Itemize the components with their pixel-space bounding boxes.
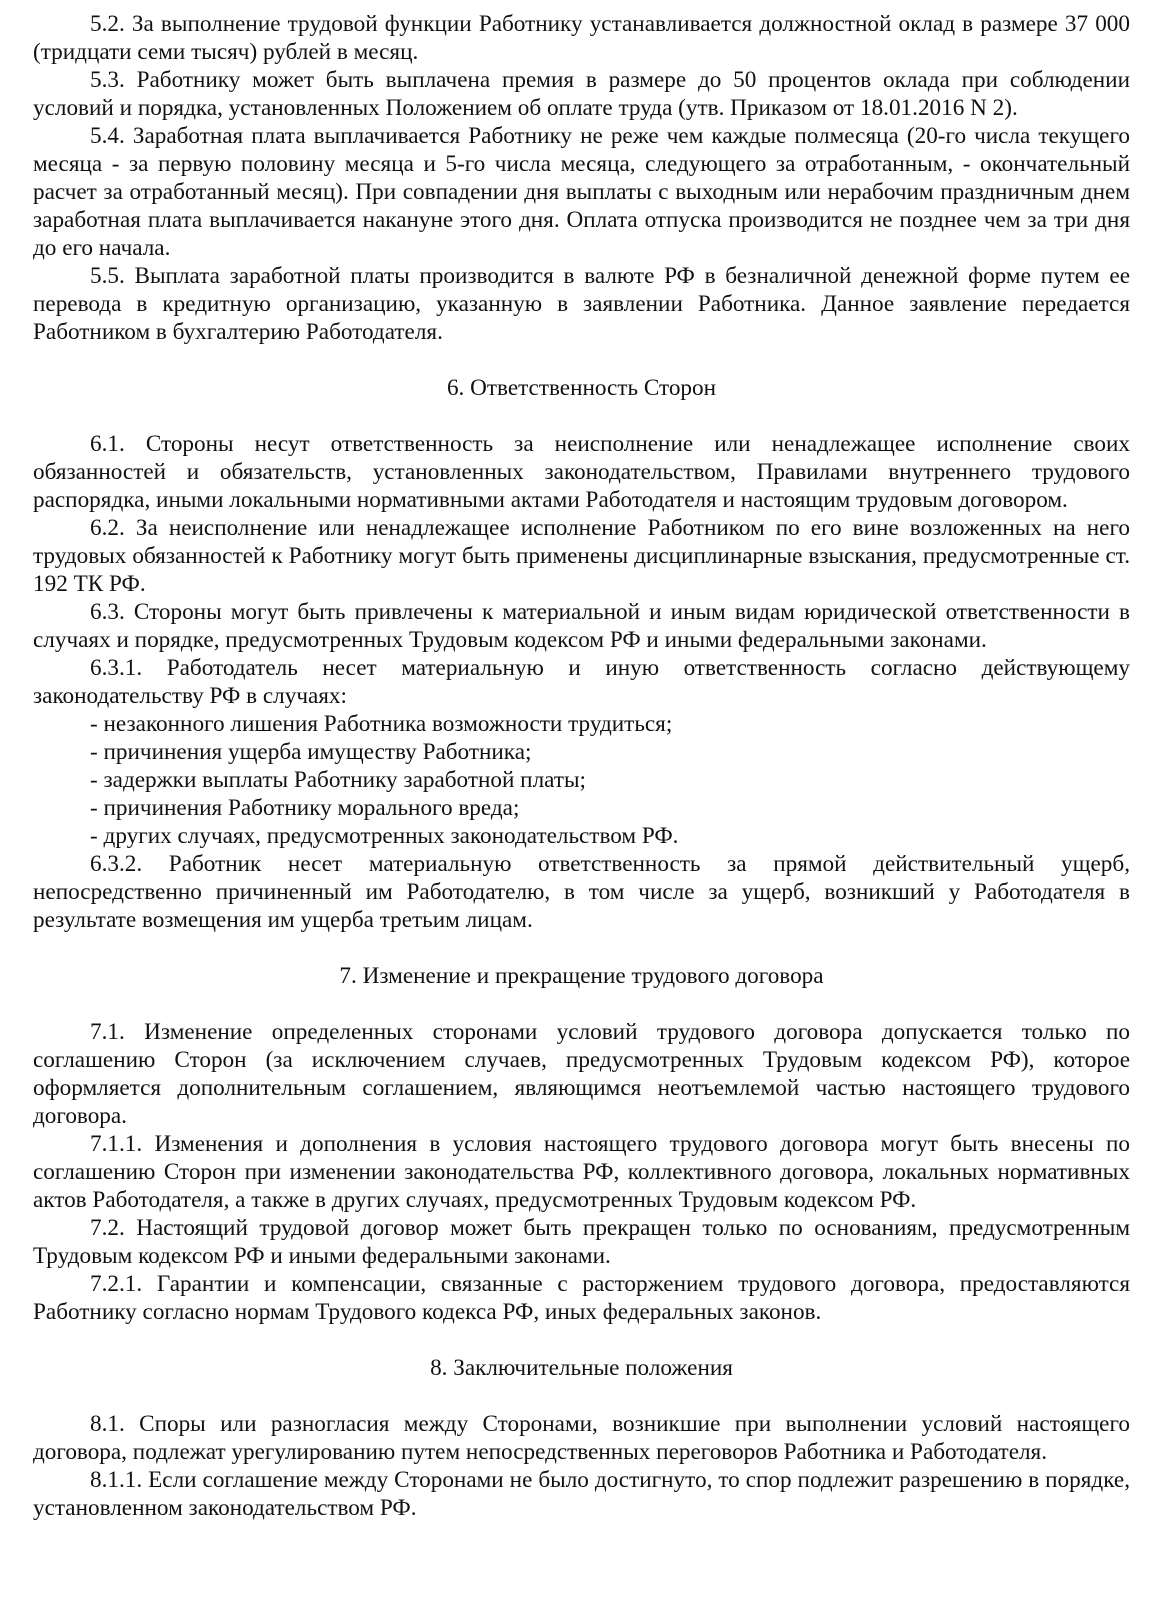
- paragraph-5-4: 5.4. Заработная плата выплачивается Работнику не реже чем каждые полмесяца (20-го числа текущего месяца - за первую половину месяца и 5-го числа месяца, следующего за отработанным, - окончательный расчет за отработанный месяц). При совпадении дня выплаты с выходным или нерабочим праздничным днем заработная плата выплачивается накануне этого дня. Оплата отпуска производится не позднее чем за три дня до его начала.: [33, 123, 1130, 261]
- paragraph-5-5: 5.5. Выплата заработной платы производится в валюте РФ в безналичной денежной форме путем ее перевода в кредитную организацию, указанную в заявлении Работника. Данное заявление передается Работником в бухгалтерию Работодателя.: [33, 263, 1130, 345]
- paragraph-6-3: 6.3. Стороны могут быть привлечены к материальной и иным видам юридической ответственности в случаях и порядке, предусмотренных Трудовым кодексом РФ и иными федеральными законами.: [33, 599, 1130, 653]
- paragraph-6-3-2: 6.3.2. Работник несет материальную ответственность за прямой действительный ущерб, непосредственно причиненный им Работодателю, в том числе за ущерб, возникший у Работодателя в результате возмещения им ущерба третьим лицам.: [33, 851, 1130, 933]
- paragraph-5-3: 5.3. Работнику может быть выплачена премия в размере до 50 процентов оклада при соблюдении условий и порядка, установленных Положением об оплате труда (утв. Приказом от 18.01.2016 N 2).: [33, 67, 1130, 121]
- paragraph-7-1: 7.1. Изменение определенных сторонами условий трудового договора допускается только по соглашению Сторон (за исключением случаев, предусмотренных Трудовым кодексом РФ), которое оформляется дополнительным соглашением, являющимся неотъемлемой частью настоящего трудового договора.: [33, 1019, 1130, 1129]
- paragraph-6-3-1: 6.3.1. Работодатель несет материальную и иную ответственность согласно действующему законодательству РФ в случаях:: [33, 655, 1130, 709]
- list-item: - задержки выплаты Работнику заработной платы;: [90, 767, 586, 793]
- list-item: - причинения Работнику морального вреда;: [90, 795, 520, 821]
- paragraph-7-2-1: 7.2.1. Гарантии и компенсации, связанные с расторжением трудового договора, предоставляются Работнику согласно нормам Трудового кодекса РФ, иных федеральных законов.: [33, 1271, 1130, 1325]
- paragraph-6-1: 6.1. Стороны несут ответственность за неисполнение или ненадлежащее исполнение своих обязанностей и обязательств, установленных законодательством, Правилами внутреннего трудового распорядка, иными локальными нормативными актами Работодателя и настоящим трудовым договором.: [33, 431, 1130, 513]
- paragraph-8-1-1: 8.1.1. Если соглашение между Сторонами не было достигнуто, то спор подлежит разрешению в порядке, установленном законодательством РФ.: [33, 1467, 1130, 1521]
- section-6-heading: 6. Ответственность Сторон: [446, 375, 717, 401]
- paragraph-6-2: 6.2. За неисполнение или ненадлежащее исполнение Работником по его вине возложенных на него трудовых обязанностей к Работнику могут быть применены дисциплинарные взыскания, предусмотренные ст. 192 ТК РФ.: [33, 515, 1130, 597]
- paragraph-7-2: 7.2. Настоящий трудовой договор может быть прекращен только по основаниям, предусмотренным Трудовым кодексом РФ и иными федеральными законами.: [33, 1215, 1130, 1269]
- list-item: - других случаях, предусмотренных законодательством РФ.: [90, 823, 679, 849]
- section-7-heading: 7. Изменение и прекращение трудового договора: [339, 963, 824, 989]
- list-item: - причинения ущерба имуществу Работника;: [90, 739, 532, 765]
- paragraph-7-1-1: 7.1.1. Изменения и дополнения в условия настоящего трудового договора могут быть внесены по соглашению Сторон при изменении законодательства РФ, коллективного договора, локальных нормативных актов Работодателя, а также в других случаях, предусмотренных Трудовым кодексом РФ.: [33, 1131, 1130, 1213]
- paragraph-5-2: 5.2. За выполнение трудовой функции Работнику устанавливается должностной оклад в размере 37 000 (тридцати семи тысяч) рублей в месяц.: [33, 11, 1130, 65]
- list-item: - незаконного лишения Работника возможности трудиться;: [90, 711, 673, 737]
- section-8-heading: 8. Заключительные положения: [430, 1355, 733, 1381]
- paragraph-8-1: 8.1. Споры или разногласия между Сторонами, возникшие при выполнении условий настоящего договора, подлежат урегулированию путем непосредственных переговоров Работника и Работодателя.: [33, 1411, 1130, 1465]
